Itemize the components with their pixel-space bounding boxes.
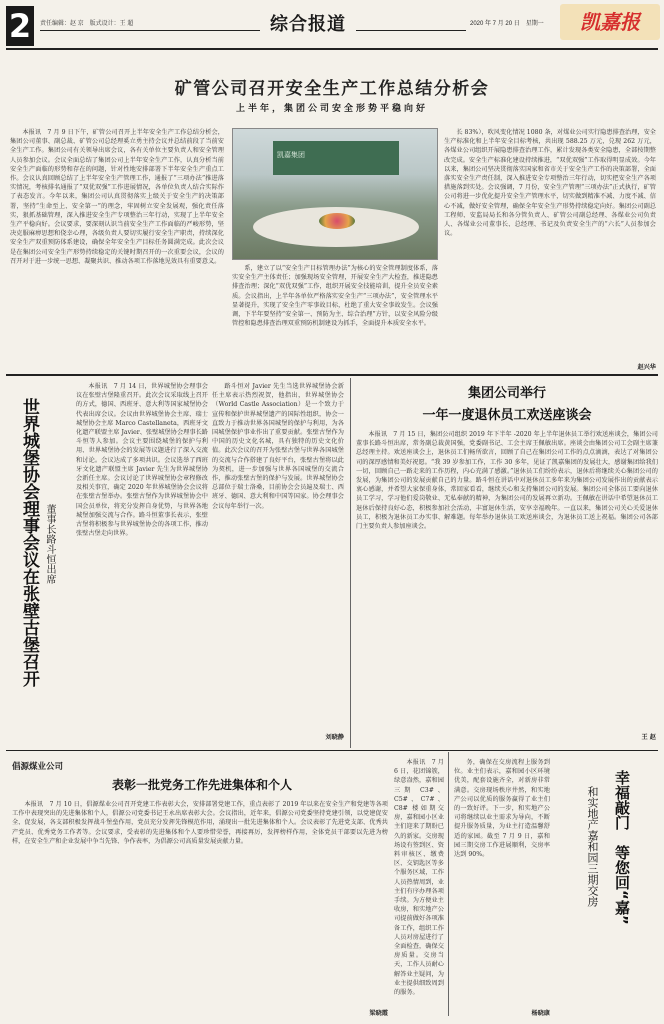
column-divider-2	[448, 752, 449, 1016]
realestate-col1: 本报讯 7 月 6 日，花团锦簇，绿意盎然，嘉和园三期 C3#、C5#、C7#、C8# 楼如期交房，嘉和园小区业主们迎来了期盼已久的新家。交房现场设有签到区、资料审核区、缴费区、交钥匙区等多个服务区域，工作人员热情周到，业主们有序办理各项手续。为方便业主收房，和实地产公司提前做好各项准备工作，组织工作人员对房屋进行了全面检查，确保交房质量。交房当天，工作人员耐心解答业主疑问，为业主提供细致周到的服务。	[394, 759, 444, 997]
realestate-subheadline: 和实地产嘉和园三期交房	[586, 786, 599, 907]
main-subheadline: 上半年，集团公司安全形势平稳向好	[235, 104, 428, 114]
section-divider-2	[6, 750, 658, 751]
realestate-author: 杨晓康	[531, 1010, 550, 1017]
retire-article-author: 王 赵	[641, 734, 656, 741]
meeting-banner-text: 凯嘉集团	[277, 151, 305, 159]
retire-article-body: 本报讯 7 月 15 日，集团公司组织 2019 年下半年 -2020 年上半年退休员工举行欢送座谈会，集团公司董事长路斗恒出席，常务副总裁黄国强，党委副书记、工会主席王佩敏出席。座谈会由集团公司工会副主席兼总经理主持。欢送座谈会上，退休员工们畅所欲言，回顾了自己在集团公司工作的点点滴滴，表达了对集团公司的深厚感情和美好祝愿。“我 39 岁参加工作，工作 30 多年，见证了凯嘉集团的发展壮大，感谢集团给我们一切，回顾自己一路走来的工作历程，内心充满了感激。”退休员工们纷纷表示，退休后将继续关心集团公司的发展，为集团公司的发展贡献自己的力量。路斗恒在讲话中对退休员工多年来为集团公司发展作出的贡献表示衷心感谢，并希望大家保重身体，常回家看看，继续关心和支持集团公司的发展。集团公司全体员工要向退休员工学习，学习他们爱岗敬业、无私奉献的精神，为集团公司的发展再立新功。王佩敏在讲话中希望退休员工退休后保持良好心态，积极参加社会活动，丰富退休生活，安享幸福晚年。一直以来，集团公司关心关爱退休员工，积极为退休员工办实事、解难题。每年举办退休员工欢送座谈会，为退休员工送上祝福。集团公司各部门主要负责人参加座谈会。	[356, 431, 658, 531]
main-article-col2: 系，建立了以“安全生产目标管理办法”为核心的安全管理制度体系，落实安全生产主体责任；加强现场安全管理，开展安全生产大检查，推进隐患排查治理；深化“双优双强”工作，组织开展安全技能培训，提升全员安全素质。会议指出，上半年各单位严格落实安全生产“三项办法”，安全管理水平显著提升，实现了安全生产零事故目标，杜绝了重大安全事故发生。会议强调，下半年要坚持“安全第一、预防为主、综合治理”方针，以安全风险分级管控和隐患排查治理双重预防机制建设为抓手，全面提升本质安全水平。	[232, 265, 438, 328]
main-article-col3: 长 83%），吹风变化情况 1080 条，对煤业公司实行隐患排查治理，安全生产标准化和上半年安全目标考核，共出现 588.25 万元，兑现 262 万元，各煤业公司组织开展隐患排查治理工作，累计发现各类安全隐患，全部按期整改完成。安全生产标准化建设持续推进，“双优双强”工作取得明显成效。今年以来，集团公司坚决贯彻落实国家和省市关于安全生产工作的决策部署，全面落实安全生产责任制，深入推进安全专项整治三年行动，切实把安全生产各项措施落到实处。会议强调，7 月份，安全生产管理“三项办法”正式执行，矿管公司将进一步优化提升安全生产管理水平，切实做到精准不减、力度不减、信心不减，做好安全管理，确保全年安全生产形势持续稳定向好。集团公司副总工程师、安监局局长和各分管负责人、矿管公司副总经理、各煤业公司负责人、各煤业公司董事长、总经理、书记及负责安全生产的“六长”人员参加会议。	[444, 129, 656, 238]
section-divider-1	[6, 374, 658, 376]
party-article-author: 梁晓霞	[369, 1010, 388, 1017]
paper-logo	[560, 4, 660, 40]
header-rule-right	[356, 30, 466, 31]
castle-headline: 世界城堡协会理事会议在张壁古堡召开	[19, 398, 39, 687]
main-headline: 矿管公司召开安全生产工作总结分析会	[174, 79, 490, 99]
flower-centerpiece	[319, 213, 355, 229]
issue-date: 2020 年 7 月 20 日 星期一	[470, 21, 544, 27]
retire-headline-2: 一年一度退休员工欢送座谈会	[422, 408, 592, 423]
main-article-author: 赵兴华	[637, 364, 656, 371]
header-rule	[6, 48, 658, 50]
meeting-photo	[232, 128, 438, 260]
main-article-col1: 本报讯 7 月 9 日下午，矿管公司召开上半年安全生产工作总结分析会，集团公司董事、副总裁、矿管公司总经理奚立勇主持会议并总结前段了当前安全生产工作。集团公司有关领导出席会议，各有关单位主要负责人和安全管理人员参加会议。会议全面总结了集团公司上半年安全生产工作，认真分析当前安全生产面临的形势和存在的问题，针对性地安排部署下半年安全生产重点工作。会议认真回顾总结了上半年安全生产管理工作，通报了“三项办法”推进落实情况，考核排名通报了“双优双强”工作进展情况，各单位负责人结合实际作了表态发言。今年以来，集团公司认真贯彻落实上级关于安全生产的决策部署，坚持“生命至上、安全第一”的理念，牢固树立安全发展观，强化责任落实，狠抓基础管理，深入推进安全生产专项整治三年行动，实现了上半年安全生产平稳向好。会议要求，要深刻认识当前安全生产工作面临的严峻形势，坚决克服麻痹思想和侥幸心理，各级负责人要切实履行安全生产职责，持续深化安全生产双重预防体系建设，确保全年安全生产目标任务圆满完成。此次会议是在集团公司安全生产形势持续稳定的关键时期召开的一次重要会议，会议的召开对于进一步统一思想、凝聚共识、推动各项工作落地见效具有重要意义。	[10, 129, 224, 265]
castle-subheadline: 董事长路斗恒出席	[44, 504, 55, 584]
castle-article-col1: 本报讯 7 月 14 日，世界城堡协会理事会议在张壁古堡隆重召开。此次会议采取线上召开的方式，德国、西班牙、意大利等国家城堡协会代表出席会议。会议由世界城堡协会主席、瑞士城堡协会主席 Marco Castellaneta，西班牙文化遗产联盟主席 Javier、张壁城堡协会理事长路斗恒等人参加。会议主要围绕城堡的保护与利用、世界城堡协会的发展等议题进行了深入交流和讨论。会议达成了多项共识。会议选举了西班牙文化遗产联盟主席 Javier 先生为世界城堡协会新任主席。会议讨论了世界城堡协会章程修改及相关事宜，确定 2020 年世界城堡协会会议将在张壁古堡举办。张壁古堡作为世界城堡协会中国会员单位，将充分发挥自身优势，与世界各地城堡加强交流与合作。路斗恒董事长表示，张壁古堡将积极参与世界城堡协会的各项工作，推动张壁古堡走向世界。	[76, 383, 208, 538]
realestate-col2: 务，确保在交房流程上服务到位。业主们表示，嘉和园小区环境优美，配套设施齐全，对新房非常满意。交房现场秩序井然，和实地产公司以优质的服务赢得了业主们的一致好评。下一步，和实地产公司将继续以业主需求为导向，不断提升服务质量，为业主打造温馨舒适的家园。截至 7 月 9 日，嘉和园三期交房工作进展顺利，交房率达到 90%。	[454, 759, 550, 859]
party-headline: 表彰一批党务工作先进集体和个人	[111, 778, 292, 792]
castle-article-col2: 路斗恒对 Javier 先生当选世界城堡协会新任主席表示热烈祝贺，他指出，世界城堡协会（World Castle Association）是一个致力于宣传和保护世界城堡遗产的国际性组织，协会一直致力于推动世界各国城堡的保护与利用，为各国城堡保护事业作出了重要贡献。张壁古堡作为中国的历史文化名城，具有独特的历史文化价值。此次会议的召开为张壁古堡与世界各国城堡的交流与合作搭建了良好平台，张壁古堡将以此为契机，进一步加强与世界各国城堡的交流合作，推动张壁古堡的保护与发展。世界城堡协会总部位于瑞士洛桑，目前协会会员遍及瑞士、西班牙、德国、意大利和中国等国家。协会理事会会议每年举行一次。	[212, 383, 344, 510]
column-divider	[350, 378, 351, 748]
editor-credits: 责任编辑：赵 京 版式设计：王 超	[40, 21, 134, 27]
page-number: 2	[6, 6, 34, 46]
header-rule-left	[40, 30, 260, 31]
party-article-body: 本报讯 7 月 10 日，倡源煤业公司召开党建工作表彰大会，安排部署党建工作，重点表彰了 2019 年以来在安全生产和党建等各项工作中表现突出的先进集体和个人，倡源公司党委书记王永出席表彰大会。会议指出，近年来，倡源公司党委坚持党建引领，以党建促安全、促发展，各支部积极发挥战斗堡垒作用，党员充分发挥先锋模范作用，涌现出一批先进集体和个人。会议表彰了先进党支部、优秀共产党员、优秀党务工作者等。会议要求，受表彰的先进集体和个人要珍惜荣誉，再接再厉，发挥榜样作用，全体党员干部要以先进为榜样，在安全生产和企业发展中争当先锋、争作表率，为倡源公司高质量发展贡献力量。	[12, 801, 388, 845]
paper-logo-text: 凯嘉报	[580, 10, 640, 34]
retire-headline: 集团公司举行	[467, 386, 546, 401]
party-kicker: 倡源煤业公司	[12, 762, 64, 772]
castle-article-author: 刘晓静	[325, 734, 344, 741]
section-title: 综合报道	[270, 14, 346, 35]
realestate-headline: 幸福敲门 等您回“嘉”	[613, 770, 631, 925]
meeting-banner	[273, 141, 399, 175]
